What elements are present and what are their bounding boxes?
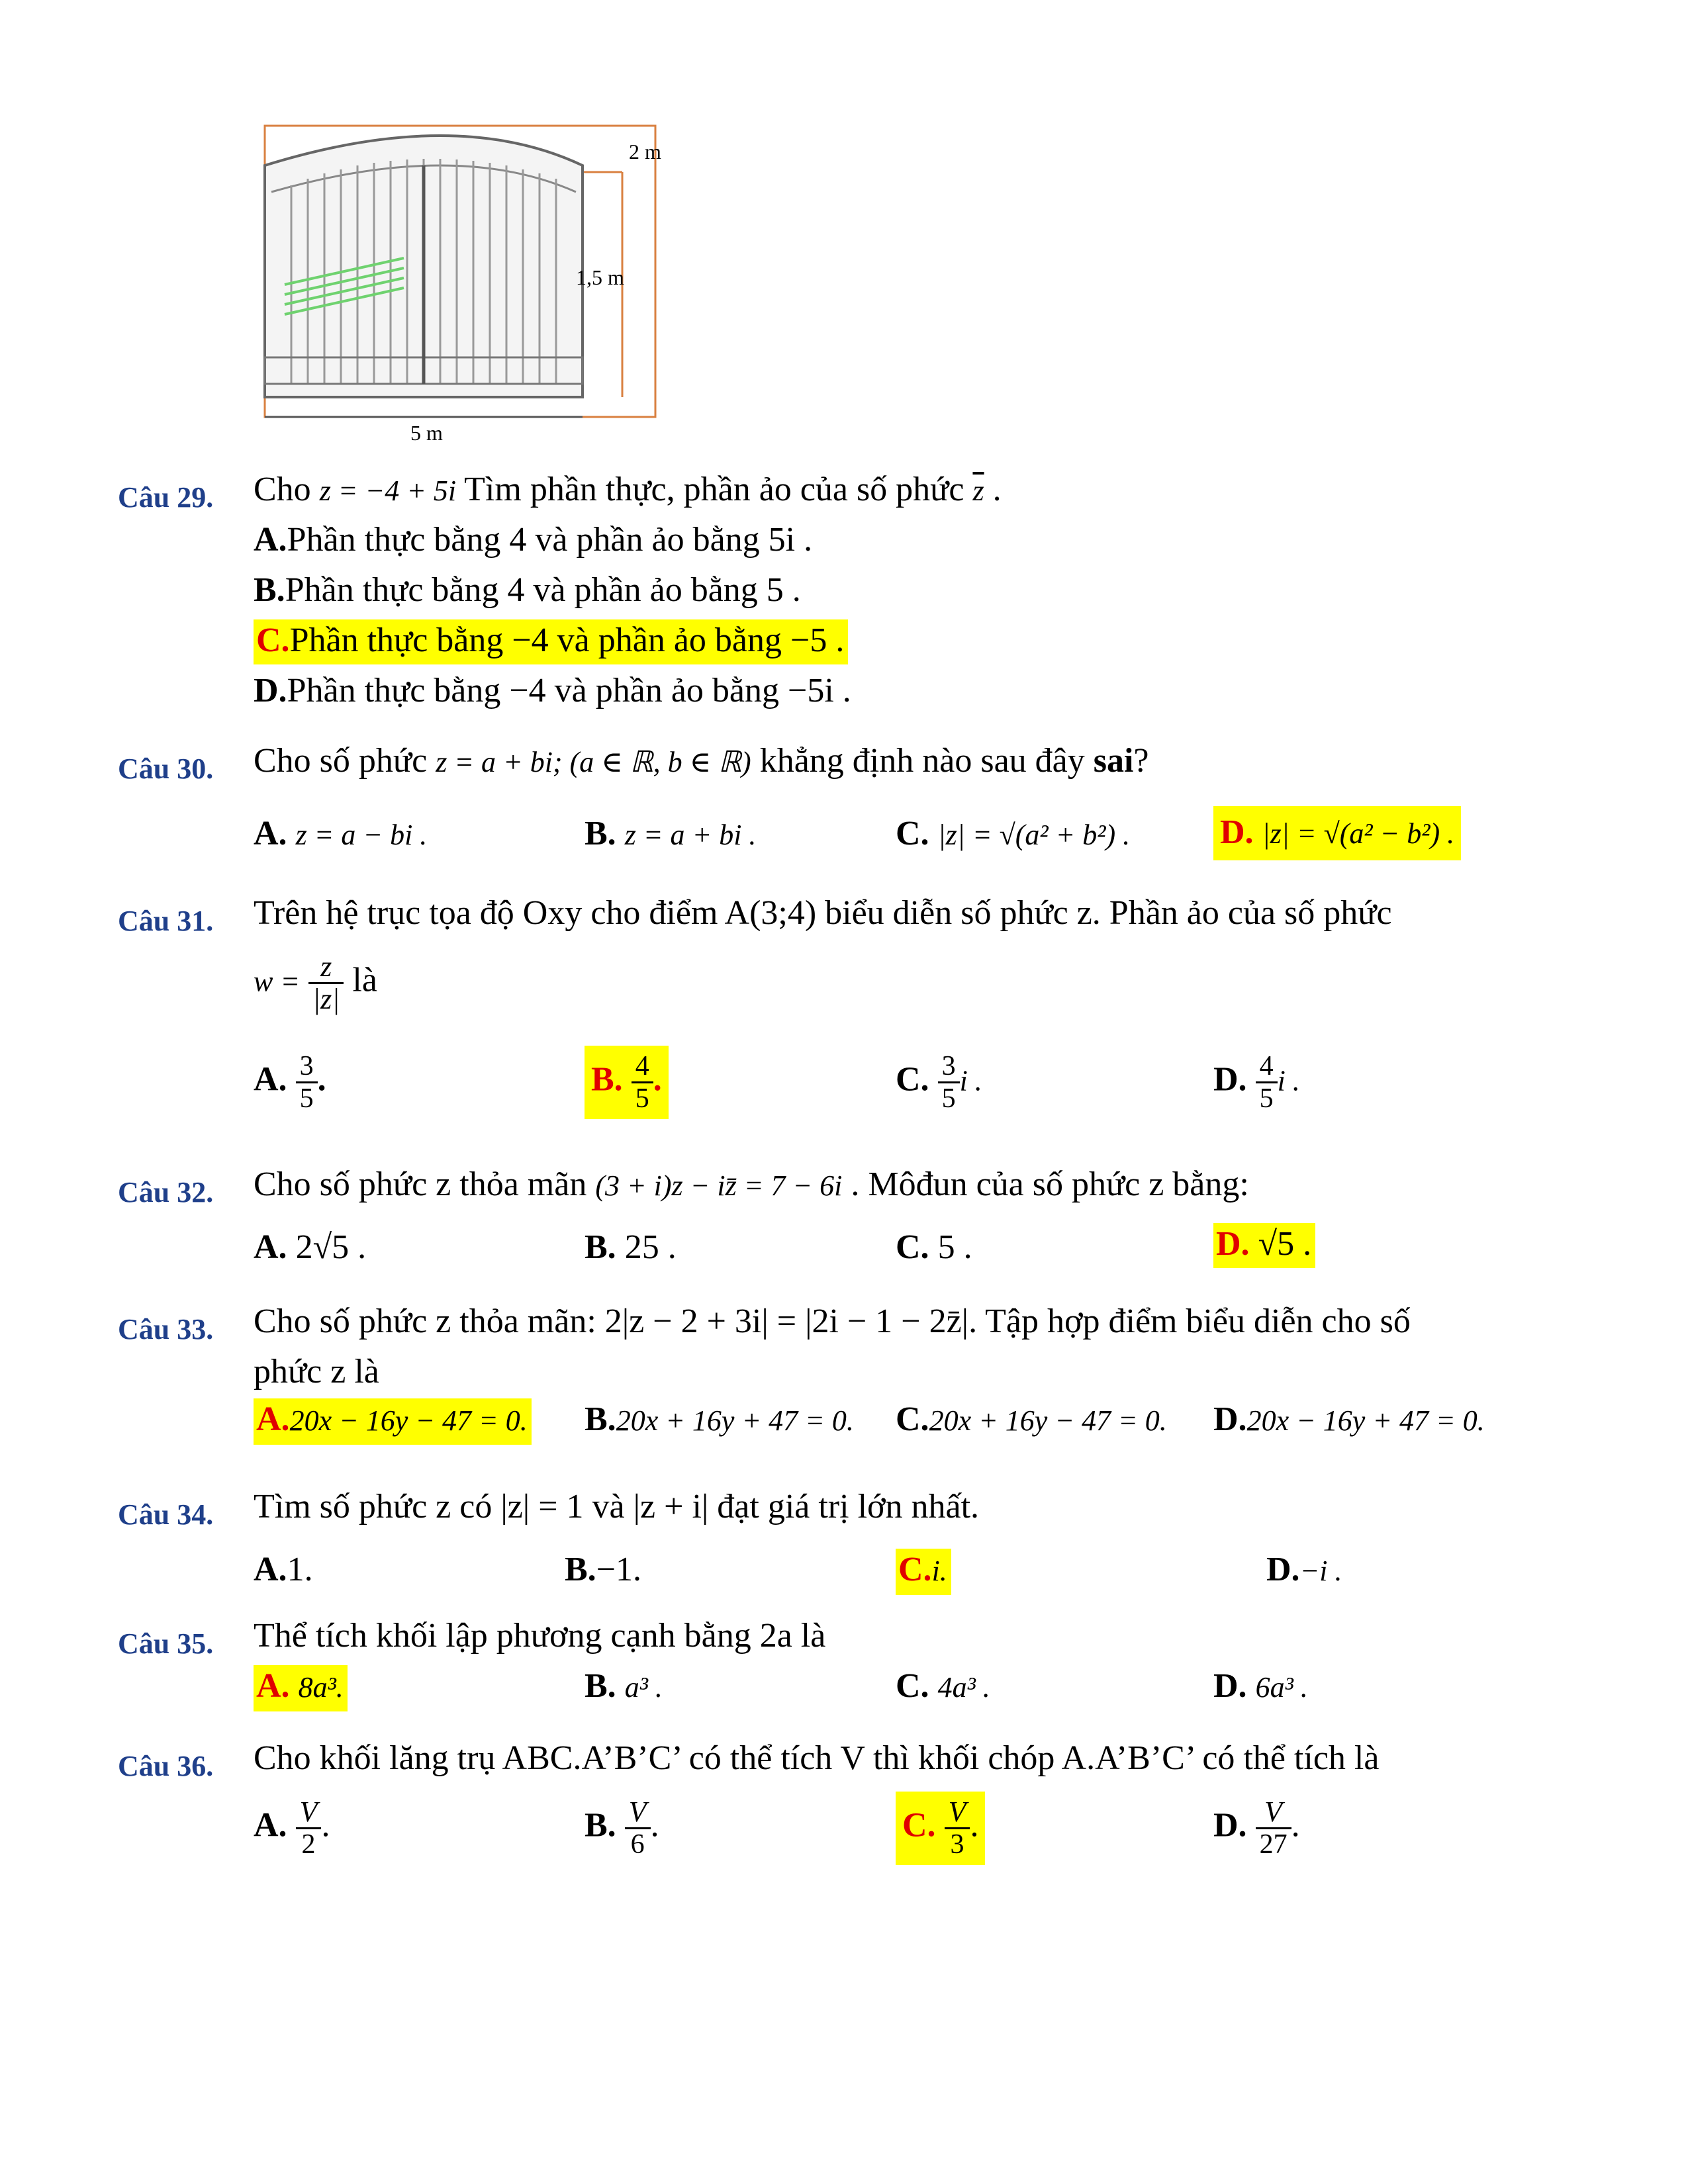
option-text: Phần thực bằng −4 và phần ảo bằng −5 . xyxy=(289,621,845,659)
fraction-numerator: 4 xyxy=(1256,1051,1278,1083)
option-text: Phần thực bằng −4 và phần ảo bằng −5i . xyxy=(287,672,851,709)
option-c[interactable] xyxy=(896,1398,1167,1442)
option-label: B. xyxy=(585,1806,616,1844)
gate-figure xyxy=(252,113,715,443)
option-d[interactable] xyxy=(1213,1797,1300,1860)
question-30 xyxy=(118,740,1601,872)
option-d[interactable] xyxy=(1266,1549,1342,1592)
option-label: B. xyxy=(585,1400,616,1438)
option-label: B. xyxy=(565,1551,596,1588)
option-label: C. xyxy=(902,1806,936,1844)
math-conjugate: $\overline{z}$ xyxy=(972,475,984,507)
math-w: w = xyxy=(254,965,301,998)
option-a[interactable] xyxy=(254,1051,326,1114)
option-label: C. xyxy=(896,815,929,852)
option-a[interactable] xyxy=(254,813,427,856)
question-number: Câu 33. xyxy=(118,1313,214,1345)
option-text: 5 . xyxy=(937,1228,972,1266)
fraction-numerator: 4 xyxy=(632,1051,653,1083)
text-post: . Môđun của số phức z bằng: xyxy=(851,1165,1249,1203)
option-label: A. xyxy=(254,1228,287,1266)
option-fraction xyxy=(296,1797,322,1860)
option-fraction xyxy=(945,1797,970,1860)
option-d[interactable] xyxy=(1213,1051,1300,1114)
option-b[interactable] xyxy=(585,813,756,856)
text-pre: Cho xyxy=(254,471,311,508)
question-31 xyxy=(118,892,1601,1144)
option-label: B. xyxy=(585,1667,616,1705)
option-text: Phần thực bằng 4 và phần ảo bằng 5 . xyxy=(285,571,801,609)
option-c[interactable] xyxy=(896,1051,982,1114)
option-fraction xyxy=(625,1797,651,1860)
option-b-correct[interactable] xyxy=(585,1046,669,1119)
option-text: −i . xyxy=(1299,1555,1342,1587)
option-d-correct[interactable] xyxy=(1213,806,1461,860)
option-label: B. xyxy=(591,1060,623,1099)
option-b[interactable] xyxy=(585,1797,659,1860)
text-la: là xyxy=(352,961,377,999)
label-1-5m: 1,5 m xyxy=(576,265,624,289)
fraction-denominator: 5 xyxy=(1259,1083,1274,1114)
question-mark: ? xyxy=(1133,742,1149,780)
option-label: A. xyxy=(254,521,287,559)
question-34 xyxy=(118,1486,1601,1598)
option-label: B. xyxy=(254,571,285,609)
fraction-numerator: 3 xyxy=(296,1051,318,1083)
question-29 xyxy=(118,469,1601,720)
option-tail: i . xyxy=(1277,1064,1300,1097)
option-d-correct[interactable] xyxy=(1213,1223,1315,1268)
question-number: Câu 36. xyxy=(118,1750,214,1782)
option-label: C. xyxy=(896,1400,929,1438)
option-tail: . xyxy=(321,1806,330,1844)
math-expr: (3 + i)z − iz̄ = 7 − 6i xyxy=(595,1169,843,1202)
option-label: C. xyxy=(898,1551,932,1588)
question-text: Tìm số phức z có |z| = 1 và |z + i| đạt giá trị lớn nhất. xyxy=(254,1488,980,1525)
option-a[interactable] xyxy=(254,1549,313,1591)
question-text xyxy=(254,1163,1249,1207)
option-label: A. xyxy=(254,1806,287,1844)
question-text: Cho khối lăng trụ ABC.A’B’C’ có thể tích V thì khối chóp A.A’B’C’ có thể tích là xyxy=(254,1739,1380,1777)
question-text xyxy=(254,740,1149,784)
option-a[interactable] xyxy=(254,1797,330,1860)
text-post: Tìm phần thực, phần ảo của số phức xyxy=(464,471,964,508)
option-label: C. xyxy=(256,621,290,659)
fraction-numerator: z xyxy=(308,952,344,984)
gate-diagram xyxy=(252,113,715,443)
option-text: z = a + bi . xyxy=(624,819,757,851)
option-text: 4a³ . xyxy=(937,1671,990,1704)
option-label: D. xyxy=(1213,1806,1247,1844)
question-number: Câu 32. xyxy=(118,1176,214,1208)
question-line-2 xyxy=(254,952,377,1015)
fraction-denominator: |z| xyxy=(312,983,340,1015)
question-number: Câu 35. xyxy=(118,1627,214,1660)
option-b[interactable] xyxy=(565,1549,641,1591)
option-d[interactable] xyxy=(254,670,851,712)
option-c[interactable] xyxy=(896,1226,972,1269)
label-2m: 2 m xyxy=(629,140,661,163)
option-text: z = a − bi . xyxy=(295,819,428,851)
text-pre: Cho số phức z thỏa mãn xyxy=(254,1165,587,1203)
text-post: khẳng định nào sau đây xyxy=(759,742,1085,780)
option-a[interactable] xyxy=(254,1226,366,1269)
option-label: D. xyxy=(1213,1667,1247,1705)
question-35 xyxy=(118,1615,1601,1727)
fraction-z-over-abs-z xyxy=(308,952,344,1015)
option-text: 6a³ . xyxy=(1255,1671,1308,1704)
option-label: A. xyxy=(254,1551,287,1588)
option-label: D. xyxy=(1216,1225,1250,1263)
option-a[interactable] xyxy=(254,519,812,561)
option-tail: i . xyxy=(959,1064,982,1097)
option-label: A. xyxy=(254,1060,287,1099)
option-text: a³ . xyxy=(624,1671,663,1704)
option-label: D. xyxy=(1266,1551,1300,1588)
option-d[interactable] xyxy=(1213,1665,1308,1709)
fraction-denominator: 27 xyxy=(1259,1829,1288,1860)
question-text: Cho z = −4 + 5i Tìm phần thực, phần ảo của số phức $\overline{z}$ . xyxy=(254,471,1002,508)
text-pre: Cho số phức xyxy=(254,742,428,780)
fraction-numerator: 3 xyxy=(938,1051,960,1083)
question-number: Câu 31. xyxy=(118,905,214,937)
fraction-denominator: 6 xyxy=(630,1829,645,1860)
option-tail: . xyxy=(970,1806,979,1844)
option-text: 25 . xyxy=(624,1228,677,1266)
option-b[interactable] xyxy=(254,569,801,612)
fraction-numerator: V xyxy=(945,1797,970,1829)
option-b[interactable] xyxy=(585,1398,854,1442)
option-fraction xyxy=(1256,1797,1291,1860)
option-c-correct[interactable] xyxy=(896,1792,985,1865)
option-tail: . xyxy=(650,1806,659,1844)
fraction-denominator: 2 xyxy=(301,1829,316,1860)
option-label: A. xyxy=(256,1400,290,1438)
option-text: 20x + 16y + 47 = 0. xyxy=(616,1404,854,1437)
fraction-denominator: 5 xyxy=(941,1083,956,1114)
question-36 xyxy=(118,1737,1601,1889)
question-number: Câu 30. xyxy=(118,752,214,785)
fraction-denominator: 3 xyxy=(950,1829,964,1860)
option-label: D. xyxy=(1213,1060,1247,1099)
option-label: C. xyxy=(896,1667,929,1705)
option-b[interactable] xyxy=(585,1665,663,1709)
option-text: i. xyxy=(931,1555,947,1587)
question-number: Câu 34. xyxy=(118,1498,214,1531)
option-text: −1. xyxy=(596,1551,642,1588)
keyword-sai: sai xyxy=(1093,742,1134,780)
question-line-2: phức z là xyxy=(254,1353,379,1390)
option-label: A. xyxy=(256,1667,290,1705)
option-label: C. xyxy=(896,1060,929,1099)
option-label: D. xyxy=(254,672,287,709)
option-c-correct[interactable] xyxy=(254,619,848,664)
option-tail: . xyxy=(317,1060,326,1099)
question-text: Cho số phức z thỏa mãn: 2|z − 2 + 3i| = |2i − 1 − 2z̄|. Tập hợp điểm biểu diễn cho số xyxy=(254,1302,1411,1340)
math-expr: z = −4 + 5i xyxy=(319,475,457,507)
option-fraction xyxy=(938,1051,960,1114)
option-text: √5 . xyxy=(1258,1225,1312,1263)
question-32 xyxy=(118,1163,1601,1283)
fraction-numerator: V xyxy=(1256,1797,1291,1829)
option-label: B. xyxy=(585,815,616,852)
option-c[interactable] xyxy=(896,813,1130,856)
option-label: D. xyxy=(1213,1400,1247,1438)
label-5m: 5 m xyxy=(410,421,443,443)
option-text: 20x − 16y − 47 = 0. xyxy=(289,1404,528,1437)
option-text: 20x + 16y − 47 = 0. xyxy=(929,1404,1167,1437)
option-text: 1. xyxy=(287,1551,313,1588)
option-label: C. xyxy=(896,1228,929,1266)
option-fraction xyxy=(296,1051,318,1114)
question-text: Trên hệ trục tọa độ Oxy cho điểm A(3;4) biểu diễn số phức z. Phần ảo của số phức xyxy=(254,894,1392,932)
fraction-denominator: 5 xyxy=(635,1083,649,1114)
option-text: 2√5 . xyxy=(295,1228,367,1266)
option-fraction xyxy=(632,1051,653,1114)
option-text: 20x − 16y + 47 = 0. xyxy=(1246,1404,1485,1437)
option-tail: . xyxy=(1291,1806,1300,1844)
option-text: 8a³. xyxy=(298,1671,344,1704)
option-tail: . xyxy=(653,1060,662,1099)
option-c-correct[interactable] xyxy=(896,1549,951,1595)
question-text: Thể tích khối lập phương cạnh bằng 2a là xyxy=(254,1617,826,1655)
option-label: D. xyxy=(1220,813,1254,851)
fraction-numerator: V xyxy=(625,1797,651,1829)
option-label: A. xyxy=(254,815,287,852)
question-number: Câu 29. xyxy=(118,481,214,514)
option-c[interactable] xyxy=(896,1665,990,1709)
option-d[interactable] xyxy=(1213,1398,1485,1442)
option-text: Phần thực bằng 4 và phần ảo bằng 5i . xyxy=(287,521,813,559)
math-expr: z = a + bi; (a ∈ ℝ, b ∈ ℝ) xyxy=(436,746,751,778)
fraction-numerator: V xyxy=(296,1797,322,1829)
option-a-correct[interactable] xyxy=(254,1665,348,1711)
option-a-correct[interactable] xyxy=(254,1398,532,1445)
option-text: |z| = √(a² − b²) . xyxy=(1262,817,1455,850)
option-label: B. xyxy=(585,1228,616,1266)
option-b[interactable] xyxy=(585,1226,677,1269)
question-33 xyxy=(118,1300,1601,1466)
fraction-denominator: 5 xyxy=(299,1083,314,1114)
option-fraction xyxy=(1256,1051,1278,1114)
option-text: |z| = √(a² + b²) . xyxy=(937,819,1131,851)
